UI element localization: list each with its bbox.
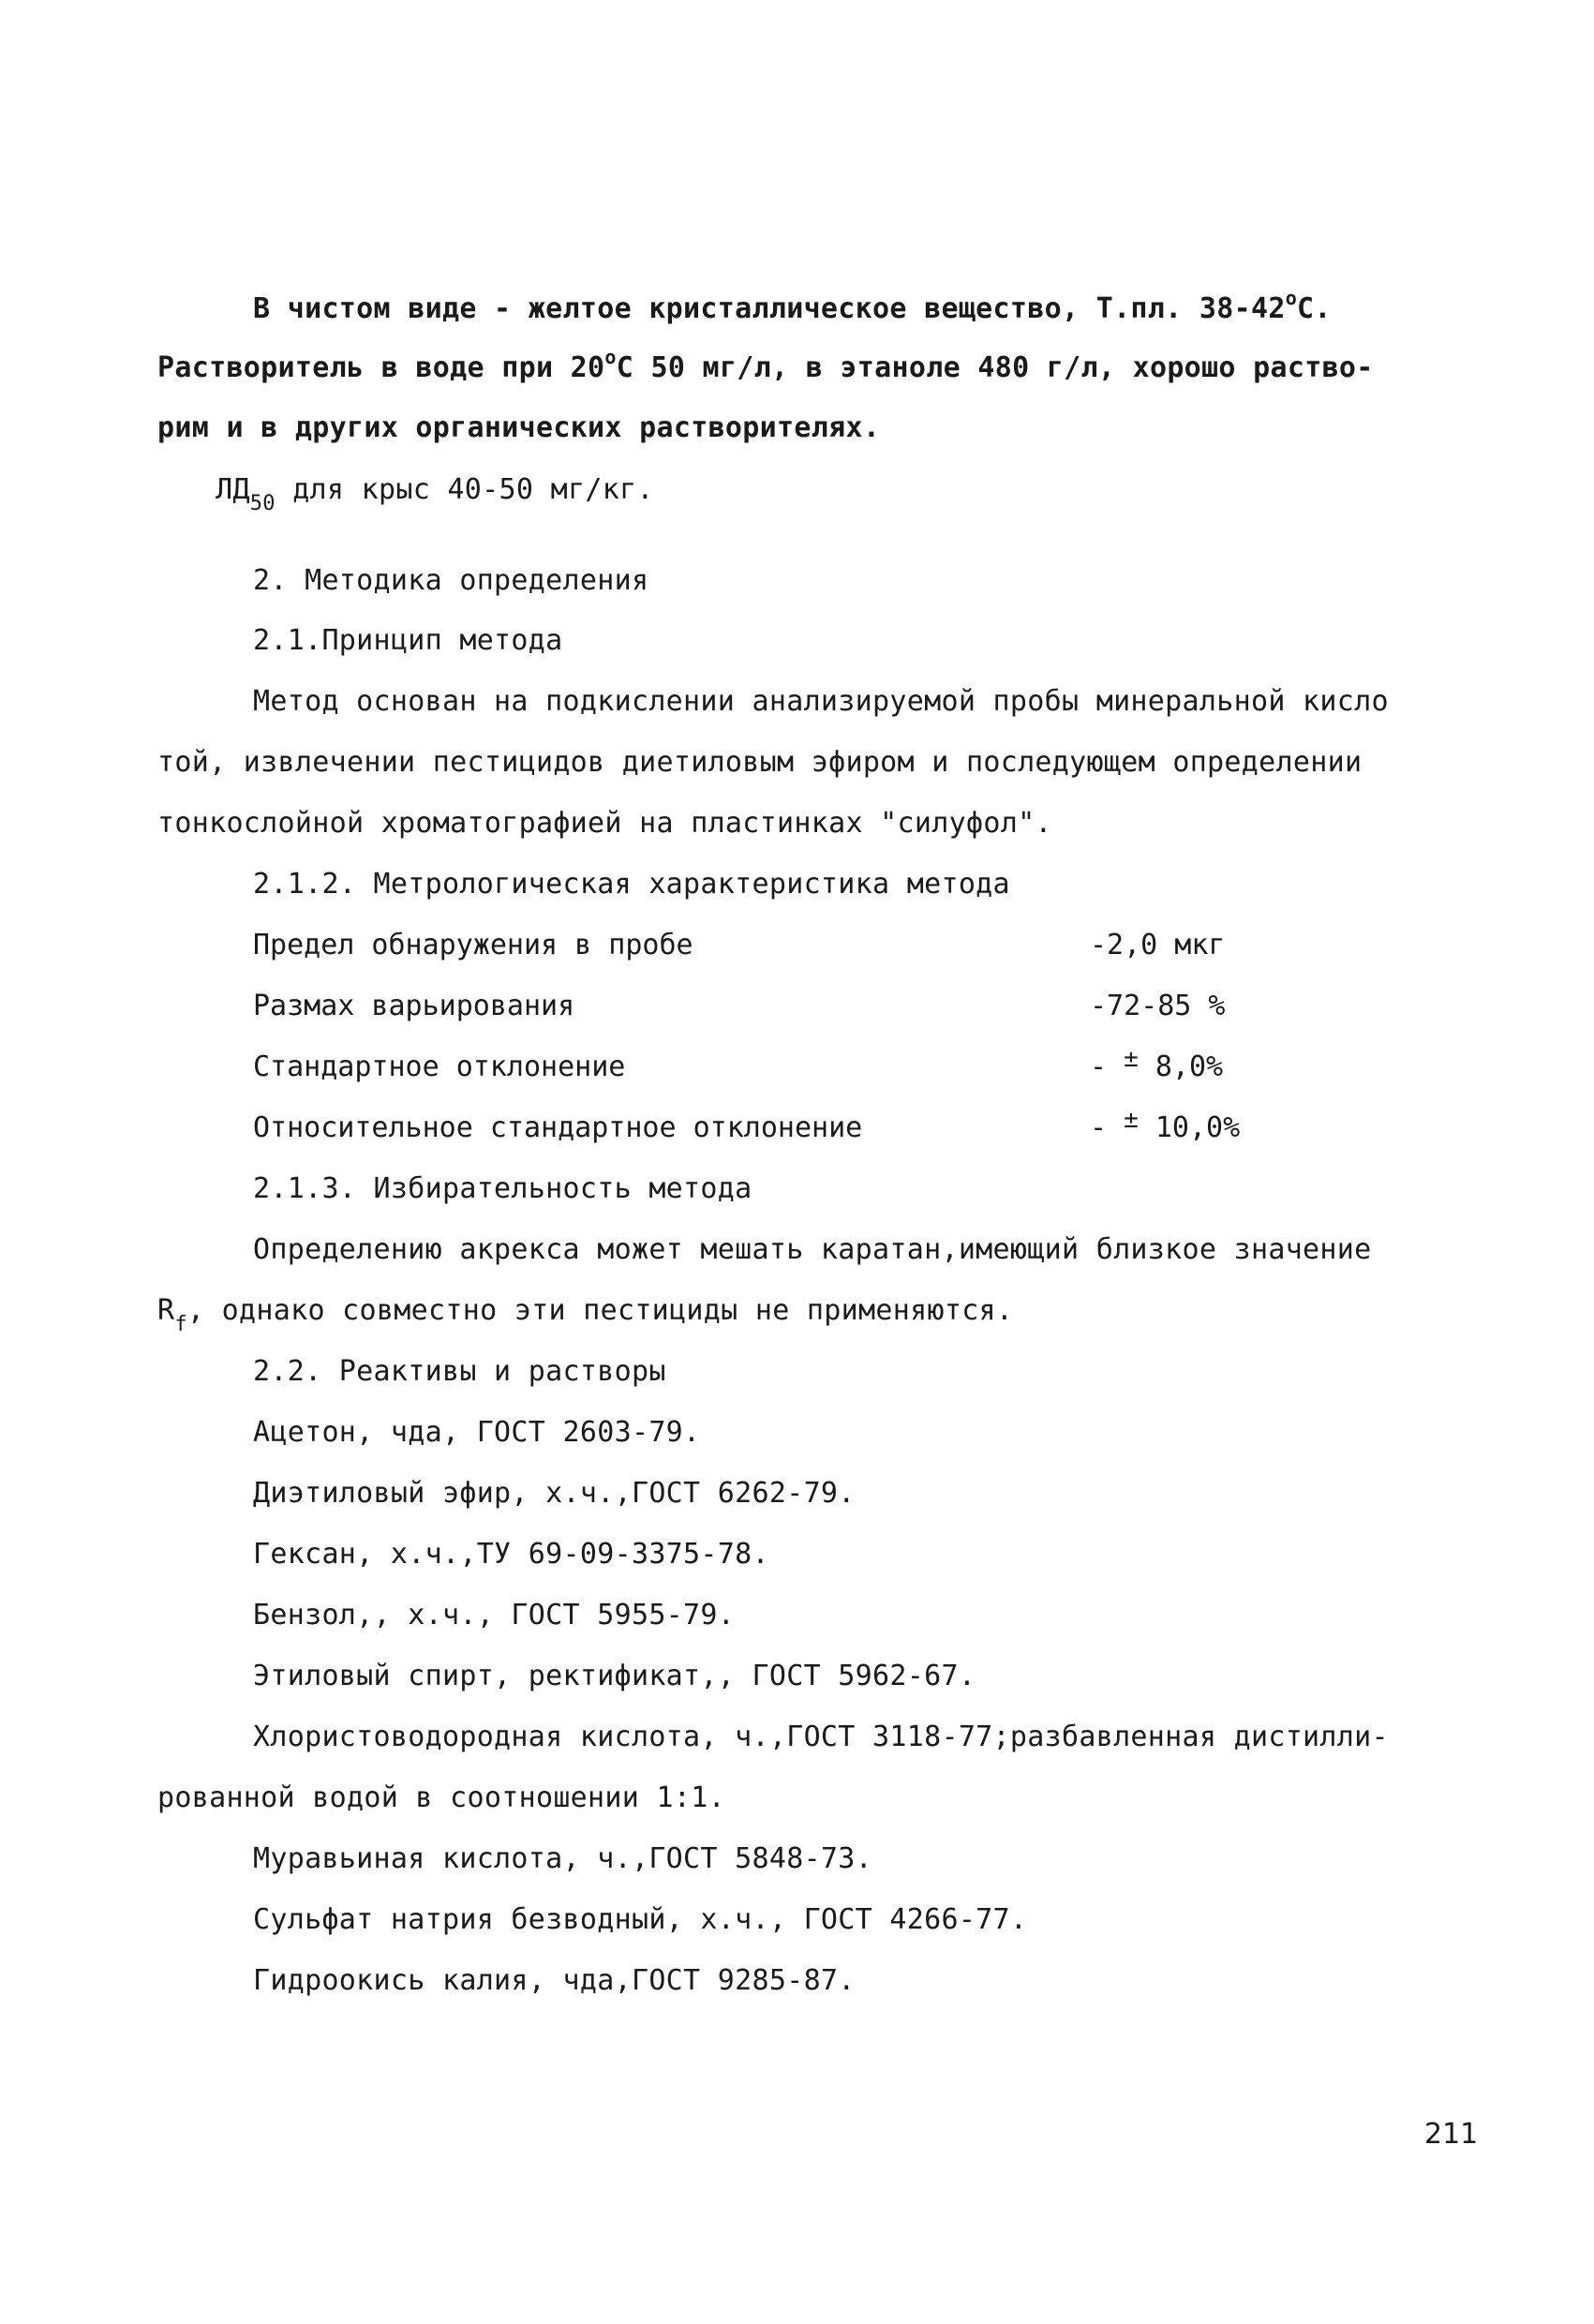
list-item: Хлористоводородная кислота, ч.,ГОСТ 3118-77;разбавленная дистилли- [253, 1721, 1389, 1753]
list-item: Муравьиная кислота, ч.,ГОСТ 5848-73. [253, 1842, 873, 1875]
list-item: Этиловый спирт, ректификат,, ГОСТ 5962-67. [253, 1660, 976, 1692]
metrology-label: Стандартное отклонение [253, 1050, 626, 1083]
page-number: 211 [1424, 2118, 1479, 2151]
selectivity-line-2: $R_f$, однако совместно эти пестициды не применяются. [157, 1294, 1014, 1336]
metrology-value: -2,0 мкг [1090, 929, 1226, 961]
intro-line-3: рим и в других органических растворителях. [157, 411, 881, 444]
section-heading-2: 2. Методика определения [253, 564, 649, 597]
section-heading-2-1-3: 2.1.3. Избирательность метода [253, 1172, 752, 1205]
metrology-label: Предел обнаружения в пробе [253, 929, 693, 961]
list-item: Ацетон, чда, ГОСТ 2603-79. [253, 1416, 701, 1449]
list-item: Диэтиловый эфир, х.ч.,ГОСТ 6262-79. [253, 1477, 856, 1510]
metrology-label: Размах варьирования [253, 990, 575, 1022]
list-item-continuation: рованной водой в соотношении 1:1. [157, 1781, 725, 1814]
list-item: Бензол,, х.ч., ГОСТ 5955-79. [253, 1599, 736, 1631]
section-heading-2-1-2: 2.1.2. Метрологическая характеристика метода [253, 868, 1010, 901]
list-item: Гидроокись калия, чда,ГОСТ 9285-87. [253, 1964, 856, 1997]
principle-line-2: той, извлечении пестицидов диетиловым эфиром и последующем определении [157, 746, 1363, 779]
metrology-label: Относительное стандартное отклонение [253, 1111, 863, 1144]
metrology-value: - ± 8,0% [1090, 1045, 1224, 1083]
list-item: Сульфат натрия безводный, х.ч., ГОСТ 4266-77. [253, 1903, 1028, 1936]
principle-line-1: Метод основан на подкислении анализируемой пробы минеральной кисло [253, 685, 1389, 718]
metrology-value: -72-85 % [1090, 990, 1226, 1022]
ld50-line: $ЛД_{50}$ для крыс 40-50 мг/кг. [216, 473, 654, 515]
section-heading-2-1: 2.1.Принцип метода [253, 624, 563, 657]
intro-line-1: В чистом виде - желтое кристаллическое вещество, Т.пл. 38-42$^o$С. [253, 287, 1332, 325]
section-heading-2-2: 2.2. Реактивы и растворы [253, 1355, 666, 1388]
selectivity-line-1: Определению акрекса может мешать каратан,имеющий близкое значение [253, 1233, 1372, 1266]
intro-line-2: Растворитель в воде при 20$^o$С 50 мг/л, в этаноле 480 г/л, хорошо раство- [157, 346, 1374, 384]
metrology-value: - ± 10,0% [1090, 1106, 1241, 1144]
principle-line-3: тонкослойной хроматографией на пластинках "силуфол". [157, 807, 1052, 840]
list-item: Гексан, х.ч.,ТУ 69-09-3375-78. [253, 1538, 769, 1571]
